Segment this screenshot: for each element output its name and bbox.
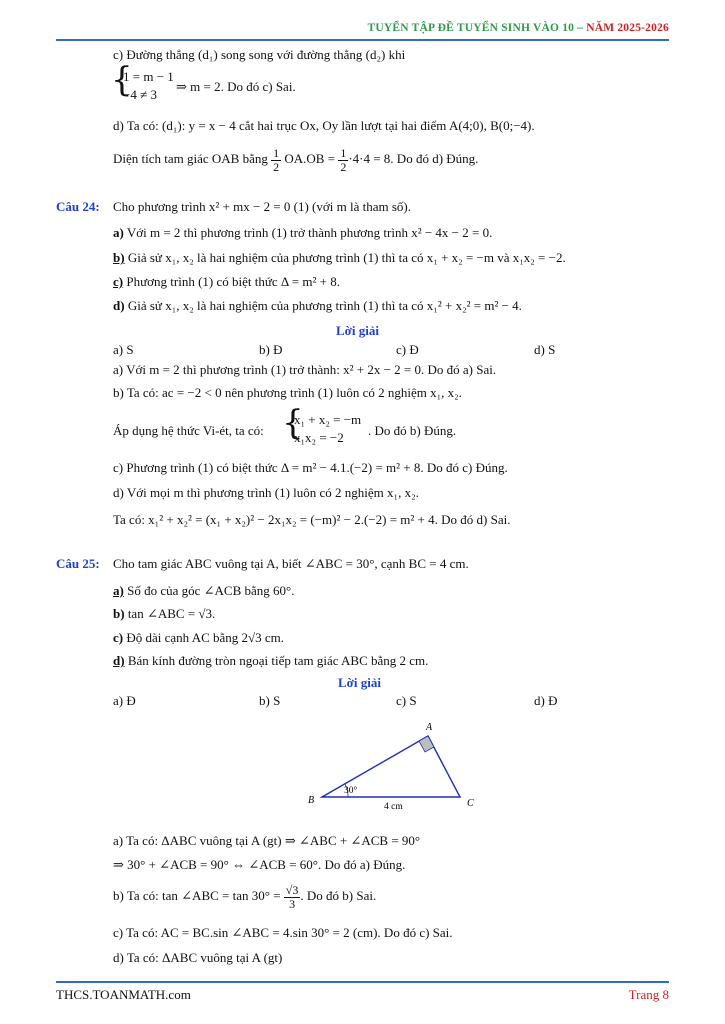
header-rule xyxy=(56,39,669,41)
prev-d-frac2 xyxy=(338,147,348,174)
q24-option-b xyxy=(113,250,566,266)
q24-c-text: Phương trình (1) có biệt thức Δ = m² + 8. xyxy=(123,274,340,289)
q24-option-c xyxy=(113,274,340,290)
q25-option-c xyxy=(113,630,284,646)
q25-stem: Cho tam giác ABC vuông tại A, biết ∠ABC = 30°, cạnh BC = 4 cm. xyxy=(113,556,469,571)
triangle-abc xyxy=(322,736,460,797)
q25-answer-c: c) S xyxy=(396,693,417,708)
page-header xyxy=(367,22,669,34)
prev-c-sys-row2: −4 ≠ 3 xyxy=(123,87,157,102)
q24-sol-a: a) Với m = 2 thì phương trình (1) trở thành: x² + 2x − 2 = 0. Do đó a) Sai. xyxy=(113,362,497,377)
prev-d-frac2-num: 1 xyxy=(340,145,347,160)
q24-label: Câu 24: xyxy=(56,199,100,214)
q24-loigiai: Lời giải xyxy=(336,323,379,338)
vertex-a-label: A xyxy=(426,722,433,733)
q25-option-b xyxy=(113,606,215,622)
vertex-c-label: C xyxy=(467,798,474,809)
q25-sol-b-pre: b) Ta có: tan ∠ABC = tan 30° = xyxy=(113,888,281,903)
prev-d-line1: d) Ta có: (d₁): y = x − 4 cắt hai trục Ox, Oy lần lượt tại hai điểm A(4;0), B(0;−4). xyxy=(113,118,535,133)
q24-sol-vieta-post: . Do đó b) Đúng. xyxy=(368,423,457,438)
footer-rule xyxy=(56,981,669,983)
prev-d-mid: OA.OB = xyxy=(284,151,336,166)
prev-d-frac2-den: 2 xyxy=(340,159,347,174)
prev-d-post: ·4·4 = 8. Do đó d) Đúng. xyxy=(348,151,479,166)
q25-sol-d: d) Ta có: ΔABC vuông tại A (gt) xyxy=(113,950,283,965)
side-bc-label: 4 cm xyxy=(384,802,403,812)
q25-sol-a2: ⇒ 30° + ∠ACB = 90° ⇔ ∠ACB = 60°. Do đó a) Đúng. xyxy=(113,857,406,872)
prev-d-pre: Diện tích tam giác OAB bằng xyxy=(113,151,268,166)
q24-sol-d1: d) Với mọi m thì phương trình (1) luôn có 2 nghiệm x₁, x₂. xyxy=(113,485,419,500)
q25-answer-a: a) Đ xyxy=(113,693,136,708)
q25-c-label: c) xyxy=(113,630,124,645)
prev-d-frac1 xyxy=(271,147,281,174)
prev-c-conclusion: ⇒ m = 2. Do đó c) Sai. xyxy=(176,79,296,94)
q25-a-label: a) xyxy=(113,583,124,598)
prev-c-system xyxy=(113,68,174,104)
q24-option-d xyxy=(113,298,522,314)
q24-answer-d: d) S xyxy=(534,342,556,357)
prev-d-line2 xyxy=(113,144,478,174)
triangle-figure xyxy=(300,715,490,815)
q25-sol-a1: a) Ta có: ΔABC vuông tại A (gt) ⇒ ∠ABC + ∠ACB = 90° xyxy=(113,833,421,848)
q25-b-label: b) xyxy=(113,606,125,621)
q24-option-a xyxy=(113,225,492,241)
q25-a-text: Số đo của góc ∠ACB bằng 60°. xyxy=(123,583,295,598)
q24-d-text: Giả sử x₁, x₂ là hai nghiệm của phương trình (1) thì ta có x₁² + x₂² = m² − 4. xyxy=(124,298,522,313)
header-title-left: TUYỂN TẬP ĐỀ TUYỂN SINH VÀO 10 – xyxy=(367,22,587,34)
q25-answer-d: d) Đ xyxy=(534,693,558,708)
q24-sol-d2: Ta có: x₁² + x₂² = (x₁ + x₂)² − 2x₁x₂ = (−m)² − 2.(−2) = m² + 4. Do đó d) Sai. xyxy=(113,512,511,527)
q25-sol-c: c) Ta có: AC = BC.sin ∠ABC = 4.sin 30° = 2 (cm). Do đó c) Sai. xyxy=(113,925,453,940)
q24-sol-b: b) Ta có: ac = −2 < 0 nên phương trình (1) luôn có 2 nghiệm x₁, x₂. xyxy=(113,385,462,400)
q25-d-text: Bán kính đường tròn ngoại tiếp tam giác ABC bằng 2 cm. xyxy=(124,653,429,668)
q24-sol-vieta-system xyxy=(284,411,361,447)
right-angle-mark xyxy=(419,736,434,752)
prev-c-line: c) Đường thẳng (d₁) song song với đường thẳng (d₂) khi xyxy=(113,47,406,62)
q24-vieta-row2: x₁x₂ = −2 xyxy=(294,430,344,445)
footer-site: THCS.TOANMATH.com xyxy=(56,987,191,1002)
footer-page-number: Trang 8 xyxy=(628,987,669,1002)
q25-b-text: tan ∠ABC = √3. xyxy=(124,606,216,621)
q25-label: Câu 25: xyxy=(56,556,100,571)
angle-30-label: 30° xyxy=(344,786,358,796)
q24-b-text: Giả sử x₁, x₂ là hai nghiệm của phương trình (1) thì ta có x₁ + x₂ = −m và x₁x₂ = −2. xyxy=(124,250,566,265)
q25-loigiai: Lời giải xyxy=(338,675,381,690)
q25-answer-b: b) S xyxy=(259,693,281,708)
q25-option-a xyxy=(113,583,294,599)
q25-option-d xyxy=(113,653,428,669)
q25-sol-b-post: . Do đó b) Sai. xyxy=(300,888,377,903)
prev-d-frac1-den: 2 xyxy=(273,159,280,174)
q24-stem: Cho phương trình x² + mx − 2 = 0 (1) (với m là tham số). xyxy=(113,199,411,214)
q25-sol-b-frac xyxy=(284,884,301,911)
q24-sol-vieta-pre: Áp dụng hệ thức Vi-ét, ta có: xyxy=(113,423,264,438)
q24-a-label: a) xyxy=(113,225,124,240)
q25-sol-b-den: 3 xyxy=(289,896,296,911)
prev-d-frac1-num: 1 xyxy=(273,145,280,160)
prev-c-sys-row1: { 1 = m − 1 xyxy=(123,69,174,84)
q24-sol-c: c) Phương trình (1) có biệt thức Δ = m² − 4.1.(−2) = m² + 8. Do đó c) Đúng. xyxy=(113,460,508,475)
q24-c-label: c) xyxy=(113,274,124,289)
q24-answer-b: b) Đ xyxy=(259,342,283,357)
q25-sol-b xyxy=(113,880,376,912)
vertex-b-label: B xyxy=(308,795,315,806)
q24-answer-c: c) Đ xyxy=(396,342,419,357)
q25-sol-b-num: √3 xyxy=(285,882,299,897)
q24-d-label: d) xyxy=(113,298,125,313)
q24-answer-a: a) S xyxy=(113,342,134,357)
q24-vieta-row1: { x₁ + x₂ = −m xyxy=(294,412,362,427)
q25-c-text: Độ dài cạnh AC bằng 2√3 cm. xyxy=(123,630,285,645)
q25-d-label: d) xyxy=(113,653,125,668)
q24-b-label: b) xyxy=(113,250,125,265)
q24-a-text: Với m = 2 thì phương trình (1) trở thành phương trình x² − 4x − 2 = 0. xyxy=(123,225,493,240)
header-title-right: NĂM 2025-2026 xyxy=(586,22,669,34)
